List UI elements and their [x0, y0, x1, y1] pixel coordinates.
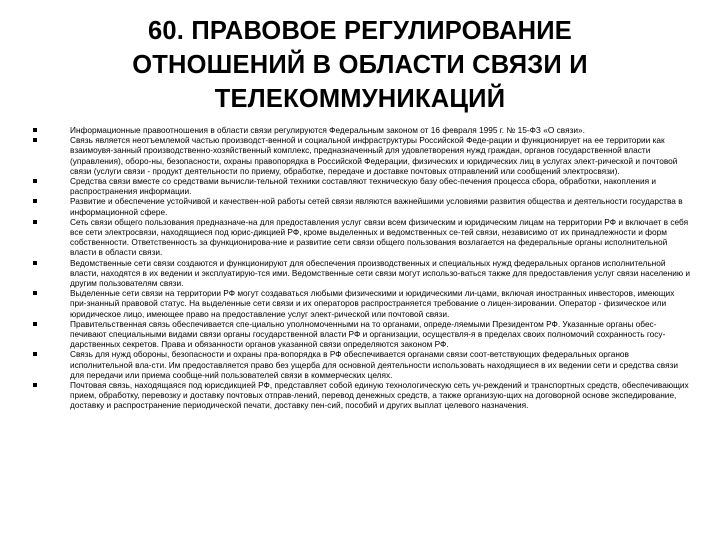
bullet-icon	[33, 322, 37, 326]
bullet-text: Правительственная связь обеспечивается спе-циально уполномоченными на то органами, опреде-ляемыми Президентом РФ. Указанные органы обес-печивают специальными видами связи органы государственной власти РФ и организации, осуществля-я в пределах своих полномочий сохранность госу-дарственных секретов. Права и обязанности органов указанной связи определяются законом РФ.	[70, 318, 666, 350]
bullet-item	[33, 176, 693, 196]
slide-title-line: ОТНОШЕНИЙ В ОБЛАСТИ СВЯЗИ И	[132, 51, 588, 79]
bullet-icon	[33, 199, 37, 203]
bullet-item	[33, 135, 693, 176]
bullet-item	[33, 196, 693, 216]
bullet-item	[33, 217, 693, 258]
slide-title-line: ТЕЛЕКОММУНИКАЦИЙ	[214, 85, 506, 113]
bullet-item	[33, 380, 693, 411]
bullet-item	[33, 349, 693, 380]
bullet-item	[33, 319, 693, 350]
bullet-icon	[33, 179, 37, 183]
bullet-icon	[33, 291, 37, 295]
bullet-text: Информационные правоотношения в области связи регулируются Федеральным законом от 16 февраля 1995 г. № 15-ФЗ «О связи».	[70, 125, 585, 135]
bullet-icon	[33, 352, 37, 356]
bullet-text: Связь является неотъемлемой частью производст-венной и социальной инфраструктуры Российской Феде-рации и функционирует на ее территории как взаимоувя-занный производственно-хозяйственный комплекс, предназначенный для удовлетворения нужд граждан, органов государственной власти (управления), оборо-ны, безопасности, охраны правопорядка в Российской Федерации, физических и юридических лиц в услугах элект-рической и почтовой связи (услуги связи - продукт деятельности по приему, обработке, передаче и доставке почтовых отправлений или сообщений электросвязи).	[70, 135, 678, 176]
slide-title-line: 60. ПРАВОВОЕ РЕГУЛИРОВАНИЕ	[148, 17, 572, 45]
bullet-icon	[33, 220, 37, 224]
bullet-icon	[33, 128, 37, 132]
bullet-item	[33, 125, 693, 135]
bullet-item	[33, 258, 693, 289]
bullet-text: Средства связи вместе со средствами вычисли-тельной техники составляют техническую базу обес-печения процесса сбора, обработки, накопления и распространения информации.	[70, 176, 657, 197]
bullet-text: Развитие и обеспечение устойчивой и качествен-ной работы сетей связи являются важнейшими условиями развития общества и деятельности государства в информационной сфере.	[70, 196, 683, 217]
bullet-text: Сеть связи общего пользования предназначе-на для предоставления услуг связи всем физическим и юридическим лицам на территории РФ и включает в себя все сети электросвязи, находящиеся под юрис-дикцией РФ, кроме выделенных и ведомственных се-тей связи, независимо от их принадлежности и форм собственности. Ответственность за функционирова-ние и развитие сети связи общего пользования возлагается на федеральные органы исполнительной власти в области связи.	[70, 216, 689, 258]
bullet-list	[33, 125, 693, 411]
bullet-icon	[33, 138, 37, 142]
bullet-icon	[33, 261, 37, 265]
slide-title	[90, 14, 630, 116]
bullet-icon	[33, 383, 37, 387]
bullet-text: Почтовая связь, находящаяся под юрисдикцией РФ, представляет собой единую технологическую сеть уч-реждений и транспортных средств, обеспечивающих прием, обработку, перевозку и доставку почтовых отправ-лений, перевод денежных средств, а также организую-щих на договорной основе экспедирование, доставку и распространение периодической печати, доставку пен-сий, пособий и других выплат целевого назначения.	[70, 380, 689, 411]
bullet-item	[33, 288, 693, 319]
bullet-text: Ведомственные сети связи создаются и функционируют для обеспечения производственных и специальных нужд федеральных органов исполнительной власти, находятся в их ведении и эксплуатирую-тся ими. Ведомственные сети связи могут использо-ваться также для предоставления услуг связи населению и другим пользователям связи.	[70, 257, 691, 289]
bullet-text: Связь для нужд обороны, безопасности и охраны пра-вопорядка в РФ обеспечивается органами связи соот-ветствующих федеральных органов исполнительной вла-сти. Им предоставляется право без ущерба для основной деятельности использовать находящиеся в их ведении сети и средства связи для передачи или приема сообще-ний пользователей связи в коммерческих целях.	[70, 349, 679, 380]
bullet-text: Выделенные сети связи на территории РФ могут создаваться любыми физическими и юридическими ли-цами, включая иностранных инвесторов, имеющих при-знанный правовой статус. На выделенные сети связи и их операторов распространяется требование о лицен-зировании. Оператор - физическое или юридическое лицо, имеющее право на предоставление услуг элект-рической или почтовой связи.	[70, 288, 675, 319]
